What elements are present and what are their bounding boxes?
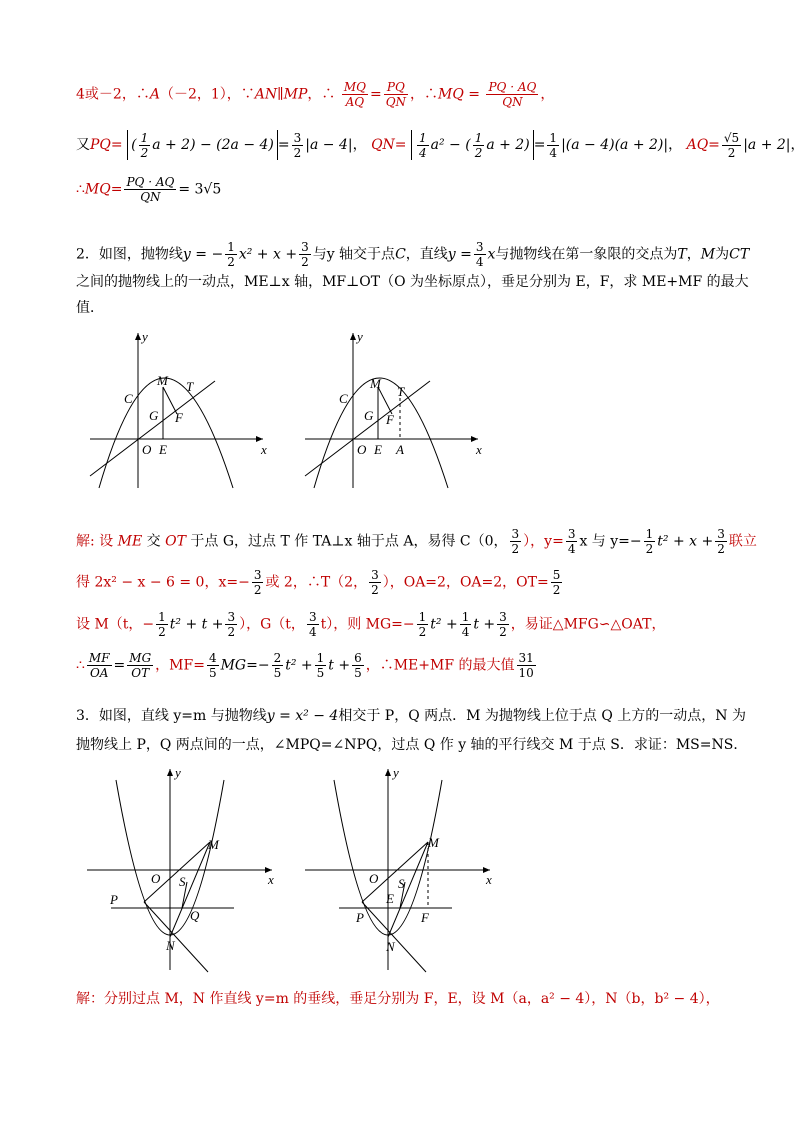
fraction: [139, 131, 151, 160]
text: ，∴: [410, 86, 439, 103]
text: ，易证△MFG∽△OAT，: [510, 616, 666, 633]
label-m: M: [208, 837, 219, 852]
text: ∴: [76, 657, 85, 674]
text: 交: [142, 533, 166, 550]
denominator: 5: [273, 666, 282, 680]
label-o: O: [369, 871, 379, 886]
fraction: [299, 240, 311, 269]
text: AQ=: [686, 137, 720, 153]
text: MQ: [438, 86, 464, 103]
label-m: M: [370, 376, 381, 391]
problem2-line2: 之间的抛物线上的一动点，ME⊥x 轴，MF⊥OT（O 为坐标原点），垂足分别为 E，F，求 ME+MF 的最大: [76, 274, 749, 290]
solution2-line2: [76, 568, 564, 597]
numerator: 5: [552, 568, 561, 582]
text: 与抛物线在第一象限的交点为: [495, 246, 678, 263]
numerator: 1: [140, 130, 149, 145]
numerator: PQ · AQ: [488, 80, 537, 94]
segment-pn: [362, 902, 426, 972]
text: ，MF=: [155, 657, 205, 674]
text: OT: [165, 533, 186, 550]
text: 与y 轴交于点: [312, 246, 396, 263]
text: t +: [473, 616, 496, 633]
fraction: [384, 80, 408, 109]
denominator: OT: [131, 666, 150, 680]
text: ∴: [76, 181, 85, 198]
text: =: [533, 137, 546, 153]
denominator: 2: [418, 625, 427, 639]
numerator: 1: [227, 240, 235, 254]
text: ，: [686, 246, 701, 263]
fraction: [497, 610, 509, 639]
label-e: E: [159, 442, 167, 457]
numerator: 6: [354, 651, 362, 665]
numerator: √5: [723, 130, 740, 145]
fraction: [486, 80, 538, 109]
text: ），G（t，: [239, 616, 305, 633]
line-ot: [305, 381, 430, 476]
text: t² +: [430, 616, 458, 633]
denominator: 2: [717, 542, 725, 556]
numerator: PQ · AQ: [126, 175, 175, 189]
fraction: [510, 527, 522, 556]
text: 相交于 P，Q 两点．M 为抛物线上位于点 Q 上方的一动点，N 为: [338, 708, 746, 724]
label-t: T: [397, 384, 405, 399]
label-m: M: [157, 373, 168, 388]
fraction: [252, 568, 264, 597]
text: PQ=: [90, 137, 123, 153]
label-o: O: [357, 442, 367, 457]
fraction: [551, 568, 563, 597]
label-y: y: [393, 765, 399, 780]
fraction: [460, 610, 472, 639]
text: MQ=: [84, 181, 123, 198]
label-f: F: [175, 410, 183, 425]
text: ME: [117, 533, 143, 550]
solution2-line1: [76, 527, 757, 556]
denominator: OA: [89, 666, 109, 680]
denominator: 5: [208, 666, 217, 680]
numerator: 3: [475, 240, 484, 254]
fraction: [417, 131, 429, 160]
numerator: 3: [511, 527, 520, 541]
text: t² + x +: [657, 533, 714, 550]
label-f: F: [421, 910, 429, 925]
label-x: x: [486, 872, 492, 887]
numerator: 2: [273, 651, 282, 665]
label-o: O: [142, 442, 152, 457]
solution1-line3: [76, 175, 221, 204]
numerator: 3: [227, 610, 236, 624]
label-e: E: [386, 891, 394, 906]
text: 得 2x² − x − 6 = 0，x=−: [76, 574, 250, 591]
denominator: 2: [474, 145, 483, 160]
denominator: 2: [293, 145, 302, 160]
figure-2b: [300, 328, 490, 493]
text: |a − 4|: [305, 137, 353, 153]
text: y = x² − 4: [266, 708, 339, 724]
solution1-line1: 4或－2，∴A（－2，1），∵AN∥MP，∴ $\frac{MQ}{AQ}$ = $\frac{PQ}{QN}$ ，∴MQ = $\frac{PQ \cdot AQ}{QN}$ ，: [76, 80, 555, 109]
label-y: y: [357, 329, 363, 344]
numerator: MQ: [343, 80, 366, 94]
text: =: [277, 137, 290, 153]
fraction: [473, 131, 485, 160]
label-f: F: [386, 412, 394, 427]
denominator: 10: [518, 666, 534, 680]
numerator: 1: [645, 527, 654, 541]
text: a + 2): [486, 137, 530, 153]
denominator: AQ: [345, 95, 365, 109]
text: t² + t +: [169, 616, 224, 633]
label-s: S: [398, 876, 405, 891]
denominator: 2: [371, 583, 379, 597]
figure-2a: [85, 328, 275, 493]
text: 为: [715, 246, 730, 263]
denominator: 2: [552, 583, 561, 597]
text: MG=−: [220, 657, 270, 674]
solution2-line3: [76, 610, 665, 639]
figure-3b: [302, 765, 502, 975]
label-m: M: [428, 835, 439, 850]
text: QN=: [371, 137, 407, 153]
label-q: Q: [190, 908, 200, 923]
label-y: y: [175, 765, 181, 780]
text: 2．如图，抛物线: [76, 246, 183, 263]
text: t +: [328, 657, 351, 674]
numerator: 3: [567, 527, 576, 541]
text: x² + x +: [238, 246, 298, 263]
solution3-line1: 解：分别过点 M，N 作直线 y=m 的垂线，垂足分别为 F，E，设 M（a，a² − 4），N（b，b² − 4），: [76, 991, 720, 1007]
text: (: [131, 137, 137, 153]
numerator: 1: [461, 610, 470, 624]
text: a² − (: [430, 137, 471, 153]
denominator: 4: [567, 542, 576, 556]
fraction: [342, 80, 368, 109]
text: |(a − 4)(a + 2)|: [561, 137, 669, 153]
numerator: MF: [88, 651, 110, 665]
fraction: [547, 131, 559, 160]
denominator: 2: [227, 625, 236, 639]
label-n: N: [386, 939, 395, 954]
numerator: 1: [316, 651, 325, 665]
y-axis-arrow: [135, 333, 141, 340]
fraction: [225, 240, 237, 269]
label-y: y: [142, 329, 148, 344]
label-p: P: [110, 892, 118, 907]
text: =: [113, 657, 126, 674]
fraction: [715, 527, 727, 556]
problem2-line3: 值．: [76, 300, 104, 316]
numerator: 3: [293, 130, 302, 145]
denominator: 4: [475, 255, 484, 269]
figure-3a: [84, 765, 284, 975]
text: 3．如图，直线 y=m 与抛物线: [76, 708, 267, 724]
text: T: [677, 246, 687, 263]
numerator: 1: [158, 610, 166, 624]
abs-expr: [411, 130, 534, 160]
text: ，∴: [307, 86, 336, 103]
text: = 3√5: [178, 181, 222, 198]
fraction: [156, 610, 168, 639]
label-x: x: [261, 442, 267, 457]
segment-mf: [378, 387, 392, 414]
text: =: [369, 86, 382, 103]
text: 联立: [728, 533, 757, 550]
text: 于点 G，过点 T 作 TA⊥x 轴于点 A，易得 C（0，: [185, 533, 508, 550]
fraction: [417, 610, 429, 639]
text: AN∥MP: [254, 86, 308, 103]
denominator: 5: [354, 666, 362, 680]
text: ，: [790, 137, 805, 153]
fraction: [315, 651, 327, 680]
text: 4或－2，∴: [76, 86, 150, 103]
text: ，: [352, 137, 367, 153]
numerator: 3: [499, 610, 507, 624]
numerator: 1: [474, 130, 483, 145]
denominator: 2: [253, 583, 262, 597]
line-ot: [90, 381, 215, 476]
fraction: [272, 651, 284, 680]
label-c: C: [339, 391, 348, 406]
fraction: [517, 651, 536, 680]
fraction: [644, 527, 656, 556]
denominator: 2: [499, 625, 507, 639]
fraction: [292, 131, 304, 160]
text: ，: [668, 137, 683, 153]
fraction: [369, 568, 381, 597]
denominator: 5: [316, 666, 325, 680]
fraction: [124, 175, 176, 204]
parabola: [99, 378, 233, 488]
label-o: O: [151, 871, 161, 886]
numerator: 1: [549, 130, 558, 145]
denominator: 2: [645, 542, 654, 556]
numerator: 4: [208, 651, 217, 665]
numerator: 3: [308, 610, 317, 624]
denominator: 4: [549, 145, 558, 160]
text: C: [395, 246, 406, 263]
y-axis-arrow: [167, 769, 173, 776]
denominator: 2: [511, 542, 520, 556]
abs-expr: [127, 130, 278, 160]
problem3-line1: [76, 706, 746, 726]
text: y = −: [182, 246, 224, 263]
text: CT: [729, 246, 750, 263]
denominator: 4: [461, 625, 470, 639]
fraction: [566, 527, 578, 556]
fraction: [207, 651, 219, 680]
label-s: S: [179, 874, 186, 889]
text: y =: [447, 246, 472, 263]
text: ，: [540, 86, 555, 103]
denominator: 2: [158, 625, 166, 639]
denominator: 4: [308, 625, 317, 639]
problem3-line2: 抛物线上 P，Q 两点间的一点，∠MPQ=∠NPQ，过点 Q 作 y 轴的平行线交 M 于点 S．求证：MS=NS．: [76, 737, 748, 753]
numerator: 3: [717, 527, 725, 541]
fraction: [307, 610, 319, 639]
text: M: [700, 246, 716, 263]
label-a: A: [396, 442, 404, 457]
text: x: [487, 246, 496, 263]
text: x 与 y=−: [579, 533, 642, 550]
fraction: [352, 651, 364, 680]
label-g: G: [364, 408, 374, 423]
label-n: N: [166, 938, 175, 953]
point-a: A: [149, 86, 160, 103]
text: 又: [76, 137, 90, 153]
text: ，直线: [405, 246, 448, 263]
fraction: [225, 610, 237, 639]
denominator: 2: [727, 145, 736, 160]
label-x: x: [476, 442, 482, 457]
label-x: x: [268, 872, 274, 887]
numerator: 1: [418, 130, 427, 145]
text: t² +: [285, 657, 313, 674]
label-c: C: [124, 391, 133, 406]
fraction: [722, 131, 741, 160]
label-t: T: [186, 379, 194, 394]
denominator: 2: [301, 255, 309, 269]
numerator: PQ: [384, 80, 408, 95]
text: ，∴ME+MF 的最大值: [365, 657, 515, 674]
text: 解: 设: [76, 533, 118, 550]
parabola: [314, 378, 448, 488]
denominator: QN: [502, 95, 523, 109]
y-axis-arrow: [385, 769, 391, 776]
label-g: G: [149, 408, 159, 423]
text: 或 2，∴T（2，: [265, 574, 368, 591]
text: ），y=: [523, 533, 564, 550]
problem2-line1: [76, 240, 749, 269]
fraction: [87, 651, 112, 680]
numerator: 3: [253, 568, 262, 582]
text: |a + 2|: [743, 137, 791, 153]
text: （－2，1），∵: [159, 86, 255, 103]
denominator: 4: [418, 145, 427, 160]
numerator: MG: [129, 651, 152, 665]
y-axis-arrow: [350, 333, 356, 340]
denominator: QN: [385, 95, 407, 109]
numerator: 3: [371, 568, 379, 582]
denominator: 2: [140, 145, 149, 160]
fraction: [474, 240, 486, 269]
denominator: 2: [227, 255, 235, 269]
numerator: 1: [418, 610, 427, 624]
denominator: QN: [140, 190, 161, 204]
text: ），OA=2，OA=2，OT=: [382, 574, 549, 591]
numerator: 31: [518, 651, 534, 665]
text: 设 M（t，−: [76, 616, 155, 633]
label-p: P: [356, 910, 364, 925]
label-e: E: [374, 442, 382, 457]
text: a + 2) − (2a − 4): [152, 137, 274, 153]
solution1-line2: [76, 130, 805, 160]
solution2-line4: [76, 651, 538, 680]
fraction: [127, 651, 153, 680]
text: t），则 MG=−: [320, 616, 415, 633]
numerator: 3: [301, 240, 309, 254]
